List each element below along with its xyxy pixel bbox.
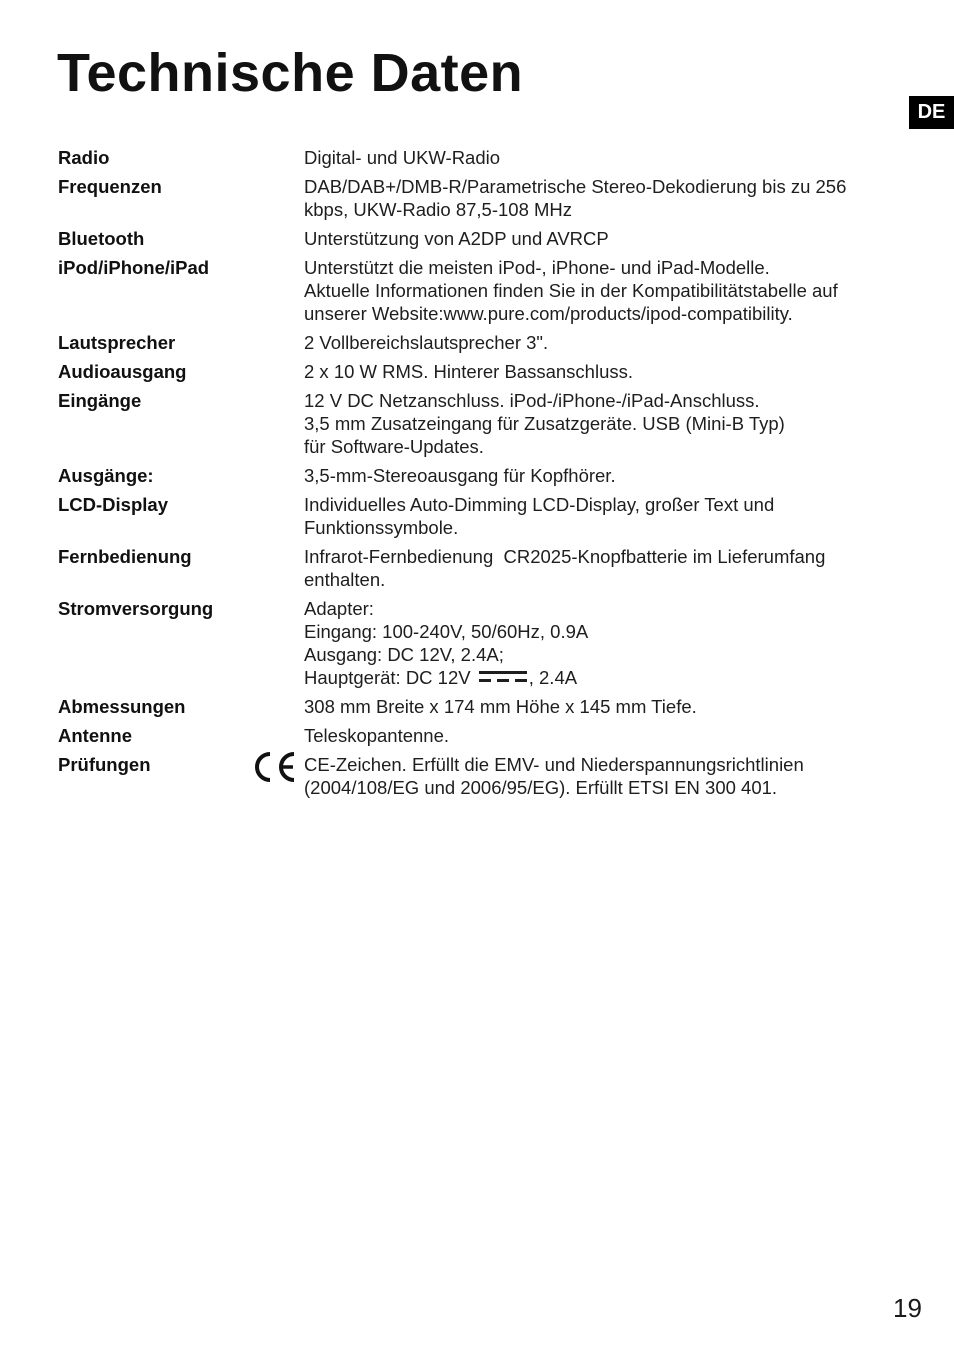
spec-label: Lautsprecher	[58, 332, 176, 353]
spec-value-line: 3,5 mm Zusatzeingang für Zusatzgeräte. USB (Mini-B Typ)	[304, 413, 785, 434]
spec-value-line: Eingang: 100-240V, 50/60Hz, 0.9A	[304, 621, 589, 642]
spec-value-line: 12 V DC Netzanschluss. iPod-/iPhone-/iPad-Anschluss.	[304, 390, 760, 411]
spec-row-frequenzen	[58, 175, 908, 221]
spec-value-line: kbps, UKW-Radio 87,5-108 MHz	[304, 199, 573, 220]
spec-row-ipod	[58, 256, 908, 325]
spec-value	[304, 695, 908, 718]
ce-mark-icon	[250, 747, 298, 787]
spec-value	[304, 146, 908, 169]
spec-row-fernbedienung	[58, 545, 908, 591]
page-title: Technische Daten	[57, 43, 524, 103]
spec-value-line: Ausgang: DC 12V, 2.4A;	[304, 644, 504, 665]
dc-line-before: Hauptgerät: DC 12V	[304, 667, 471, 688]
spec-label: Fernbedienung	[58, 546, 192, 567]
spec-label: Frequenzen	[58, 176, 162, 197]
spec-label: LCD-Display	[58, 494, 168, 515]
spec-value-line: Adapter:	[304, 598, 374, 619]
spec-row-eingaenge	[58, 389, 908, 458]
spec-value-line: DAB/DAB+/DMB-R/Parametrische Stereo-Dekodierung bis zu 256	[304, 176, 847, 197]
spec-value-line: Unterstützt die meisten iPod-, iPhone- und iPad-Modelle.	[304, 257, 770, 278]
spec-value-line: Funktionssymbole.	[304, 517, 459, 538]
spec-label: Prüfungen	[58, 754, 151, 775]
spec-value	[304, 724, 908, 747]
spec-value	[304, 227, 908, 250]
spec-value	[304, 389, 908, 458]
spec-value	[304, 360, 908, 383]
spec-label: Radio	[58, 147, 110, 168]
spec-row-bluetooth	[58, 227, 908, 250]
spec-value-line: 308 mm Breite x 174 mm Höhe x 145 mm Tiefe.	[304, 696, 697, 717]
spec-value-line: Unterstützung von A2DP und AVRCP	[304, 228, 609, 249]
spec-value-line: 2 Vollbereichslautsprecher 3".	[304, 332, 549, 353]
page-number: 19	[893, 1293, 922, 1323]
spec-value-line: Infrarot-Fernbedienung CR2025-Knopfbatterie im Lieferumfang	[304, 546, 826, 567]
spec-value-line: Aktuelle Informationen finden Sie in der Kompatibilitätstabelle auf	[304, 280, 838, 301]
spec-row-audioausgang	[58, 360, 908, 383]
spec-value	[304, 256, 908, 325]
dc-line-after: , 2.4A	[528, 667, 578, 688]
spec-row-lcd-display	[58, 493, 908, 539]
spec-value-line: Digital- und UKW-Radio	[304, 147, 501, 168]
spec-value-line: Individuelles Auto-Dimming LCD-Display, großer Text und	[304, 494, 775, 515]
spec-value-line: für Software-Updates.	[304, 436, 484, 457]
dc-current-icon	[479, 670, 527, 684]
spec-value	[304, 753, 908, 799]
spec-value-line: Teleskopantenne.	[304, 725, 450, 746]
spec-value-line: 3,5-mm-Stereoausgang für Kopfhörer.	[304, 465, 616, 486]
spec-row-antenne	[58, 724, 908, 747]
spec-row-ausgaenge	[58, 464, 908, 487]
spec-value-line: (2004/108/EG und 2006/95/EG). Erfüllt ETSI EN 300 401.	[304, 777, 778, 798]
spec-value	[304, 493, 908, 539]
spec-value	[304, 331, 908, 354]
spec-label: Ausgänge:	[58, 465, 154, 486]
spec-value	[304, 175, 908, 221]
spec-label: Antenne	[58, 725, 132, 746]
spec-label: Abmessungen	[58, 696, 186, 717]
spec-label: iPod/iPhone/iPad	[58, 257, 210, 278]
spec-row-radio	[58, 146, 908, 169]
spec-value-line: CE-Zeichen. Erfüllt die EMV- und Niederspannungsrichtlinien	[304, 754, 804, 775]
spec-value-line: unserer Website:www.pure.com/products/ipod-compatibility.	[304, 303, 793, 324]
spec-row-stromversorgung	[58, 597, 908, 689]
spec-value	[304, 545, 908, 591]
spec-value-line: enthalten.	[304, 569, 386, 590]
spec-value-line-dc	[304, 666, 908, 689]
spec-row-abmessungen	[58, 695, 908, 718]
spec-label: Bluetooth	[58, 228, 145, 249]
spec-label: Audioausgang	[58, 361, 187, 382]
spec-value	[304, 464, 908, 487]
spec-label: Stromversorgung	[58, 598, 214, 619]
spec-value	[304, 597, 908, 689]
spec-row-pruefungen	[58, 753, 908, 799]
spec-value-line: 2 x 10 W RMS. Hinterer Bassanschluss.	[304, 361, 633, 382]
spec-label: Eingänge	[58, 390, 142, 411]
spec-row-lautsprecher	[58, 331, 908, 354]
spec-table	[58, 146, 908, 805]
language-tab: DE	[909, 96, 954, 129]
